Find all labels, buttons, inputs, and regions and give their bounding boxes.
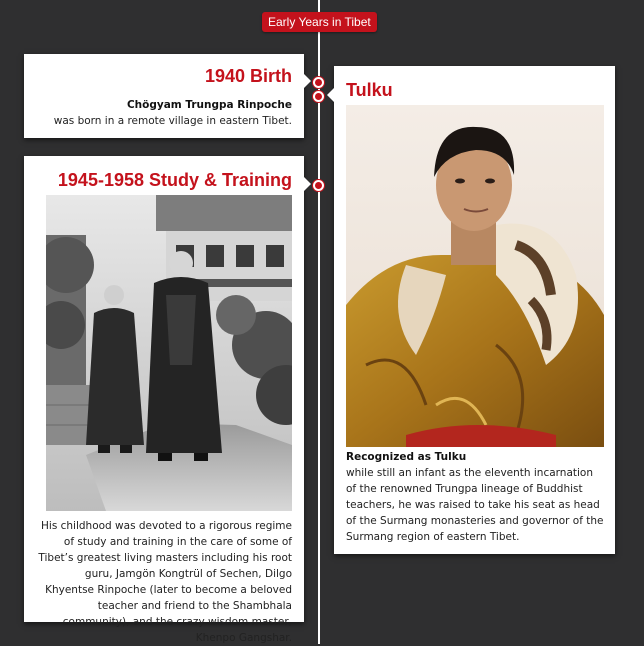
photo-caption: Recognized as Tulku [346, 451, 467, 463]
event-text: His childhood was devoted to a rigorous regime of study and training in the care of some of Tibet’s greatest living masters including his root guru, Jamgön Kongtrül of Sechen, Dilgo Khyentse Rinpoche (later to become a beloved teacher and friend to the Shambhala community), and the crazy wisdom master, Khenpo Gangshar. [38, 520, 292, 644]
event-card-birth [24, 54, 304, 138]
event-card-study [24, 156, 304, 644]
timeline-dot-birth[interactable] [313, 77, 324, 88]
event-text: while still an infant as the eleventh incarnation of the renowned Trungpa lineage of Buddhist teachers, he was raised to take his seat as head of the Surmang monasteries and governor of the Surmang region of eastern Tibet. [346, 467, 604, 543]
event-title: 1945-1958 Study & Training [57, 170, 292, 190]
timeline-dot-tulku[interactable] [313, 91, 324, 102]
event-text: was born in a remote village in eastern Tibet. [53, 115, 292, 127]
card-pointer [327, 88, 334, 102]
section-label: Early Years in Tibet [262, 12, 377, 32]
event-title: Tulku [346, 80, 393, 100]
tulku-portrait-photo [346, 105, 604, 447]
event-subtitle: Chögyam Trungpa Rinpoche [126, 99, 292, 111]
timeline-dot-study[interactable] [313, 180, 324, 191]
event-title: 1940 Birth [204, 66, 292, 86]
card-pointer [304, 177, 311, 191]
card-pointer [304, 74, 311, 88]
monks-photo [46, 195, 292, 511]
event-card-tulku [334, 66, 615, 554]
